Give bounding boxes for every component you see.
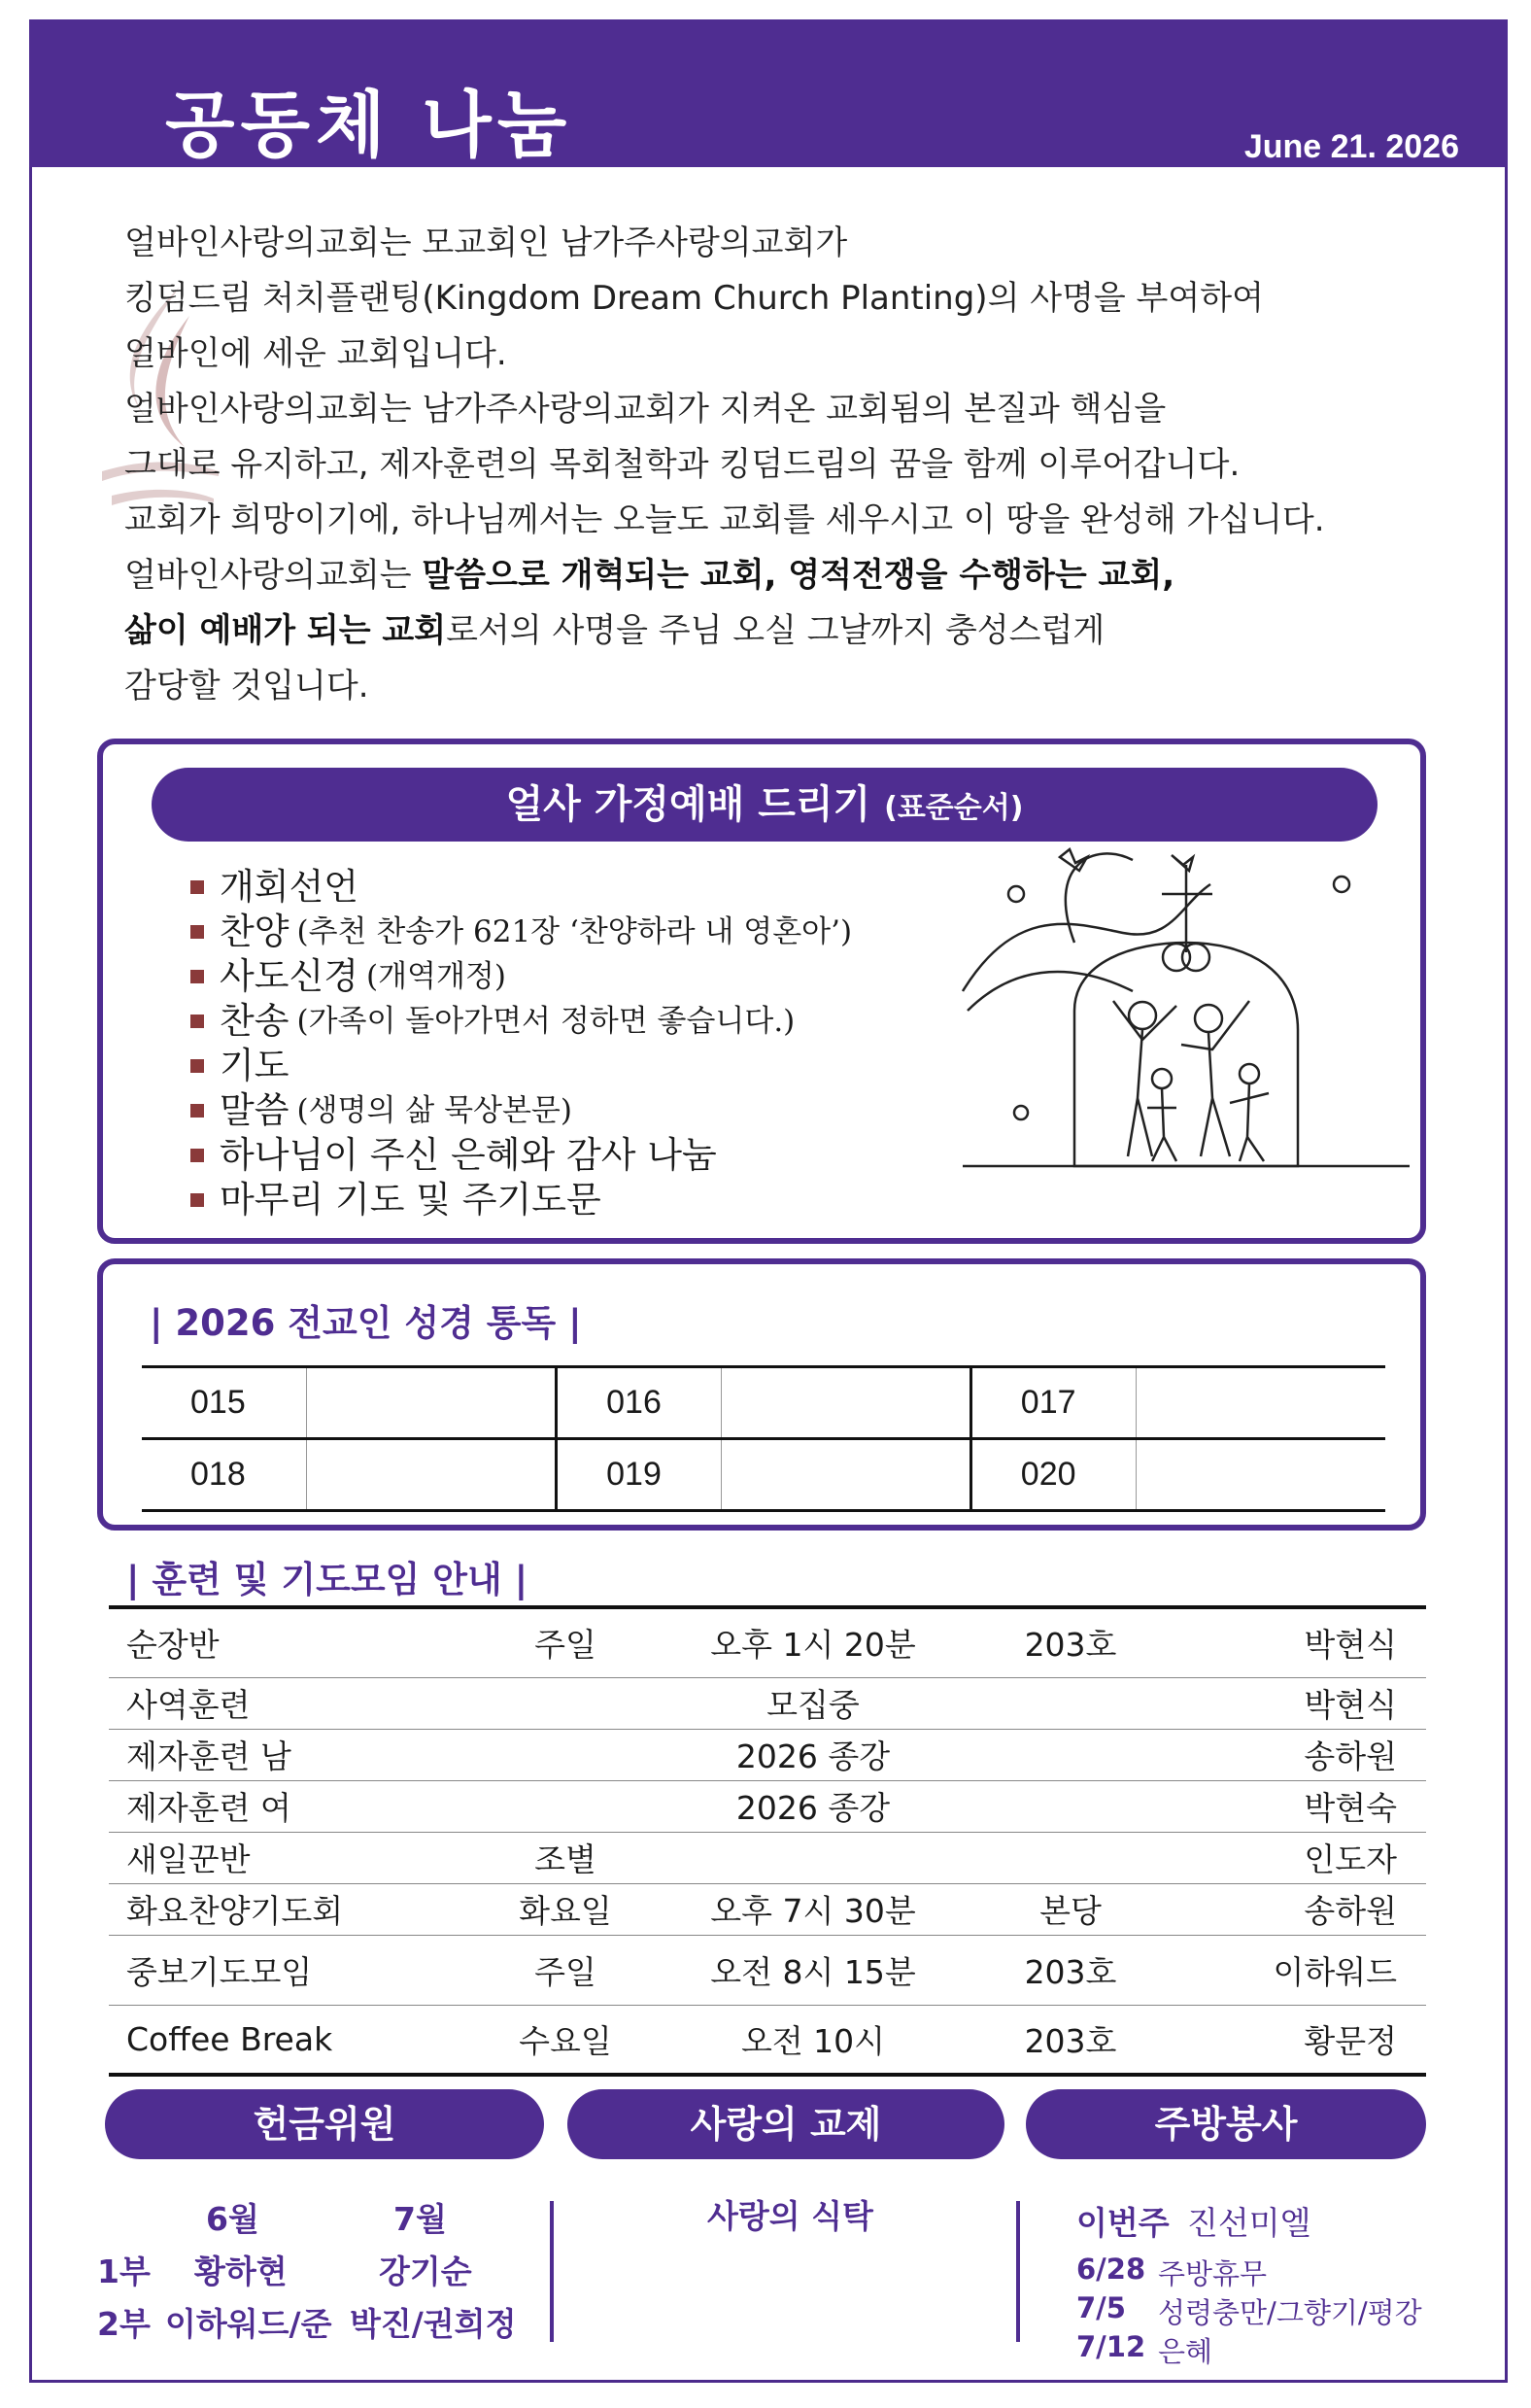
worship-order-note: (가족이 돌아가면서 정하면 좋습니다.): [296, 1004, 796, 1039]
program-room: 203호: [973, 1607, 1168, 1677]
reading-day-number: 020: [970, 1439, 1136, 1511]
column-divider: [550, 2201, 554, 2342]
program-room: [973, 1729, 1168, 1780]
program-name: 새일꾼반: [126, 1840, 251, 1878]
program-time: [653, 1832, 973, 1883]
bible-reading-box: [97, 1258, 1426, 1531]
square-bullet-icon: [190, 1104, 204, 1118]
kitchen-this-week-team: 진선미엘: [1187, 2204, 1311, 2242]
table-row: [109, 1780, 1426, 1832]
program-leader: 송하원: [1304, 1737, 1397, 1775]
worship-order-label: 기도: [220, 1045, 289, 1086]
family-worship-subtitle: (표준순서): [884, 791, 1024, 825]
kitchen-this-week-label: 이번주: [1076, 2204, 1170, 2242]
table-row: [109, 1935, 1426, 2005]
table-row: [109, 1729, 1426, 1780]
reading-day-passage: [1136, 1439, 1385, 1511]
program-leader: 이하워드: [1273, 1952, 1397, 1991]
mission-line: 교회가 희망이기에, 하나님께서는 오늘도 교회를 세우시고 이 땅을 완성해 가십니다.: [124, 500, 1325, 539]
program-room: 203호: [1024, 2021, 1117, 2060]
offering-service-2: 2부: [97, 2305, 151, 2343]
square-bullet-icon: [190, 1149, 204, 1162]
mission-line: 감당할 것입니다.: [124, 667, 369, 705]
mission-line: [124, 548, 1446, 603]
program-leader: 박현숙: [1304, 1789, 1397, 1827]
offering-member: 강기순: [379, 2253, 472, 2290]
table-row: [109, 2005, 1426, 2075]
bulletin-date: June 21. 2026: [1243, 128, 1459, 165]
program-day: 조별: [534, 1840, 596, 1878]
program-name: 제자훈련 남: [126, 1737, 291, 1775]
program-day: 수요일: [519, 2021, 612, 2060]
program-name: 중보기도모임: [126, 1952, 313, 1991]
program-name: 화요찬양기도회: [126, 1892, 344, 1930]
program-day: 주일: [534, 1952, 596, 1991]
kitchen-schedule-team: 성령충만/그향기/평강: [1158, 2296, 1422, 2329]
bible-reading-table: [142, 1365, 1385, 1512]
reading-day-number: 016: [557, 1367, 722, 1439]
worship-order-item: [190, 999, 852, 1044]
training-section-title: | 훈련 및 기도모임 안내 |: [126, 1559, 528, 1600]
offering-service-1: 1부: [97, 2253, 151, 2290]
family-worship-banner: [152, 768, 1378, 842]
reading-day-number: 019: [557, 1439, 722, 1511]
program-room: [973, 1832, 1168, 1883]
reading-day-number: 017: [970, 1367, 1136, 1439]
mission-emphasis: 삶이 예배가 되는 교회: [124, 611, 447, 650]
worship-order-note: (생명의 삶 묵상본문): [296, 1093, 572, 1128]
worship-order-item: [190, 954, 852, 999]
worship-order-label: 사도신경: [220, 955, 358, 997]
worship-order-list: [190, 865, 852, 1222]
square-bullet-icon: [190, 1015, 204, 1028]
program-day: [478, 1677, 653, 1729]
program-leader: 황문정: [1304, 2021, 1397, 2060]
kitchen-schedule-date: 7/5: [1076, 2291, 1126, 2324]
square-bullet-icon: [190, 970, 204, 983]
mission-line: 얼바인사랑의교회는 남가주사랑의교회가 지켜온 교회됨의 본질과 핵심을: [124, 390, 1167, 429]
reading-day-number: 018: [142, 1439, 307, 1511]
program-leader: 인도자: [1304, 1840, 1397, 1878]
square-bullet-icon: [190, 925, 204, 939]
program-time: 모집중: [766, 1686, 860, 1724]
program-day: [478, 1780, 653, 1832]
reading-day-passage: [307, 1367, 557, 1439]
table-row: [109, 1832, 1426, 1883]
mission-line: 그대로 유지하고, 제자훈련의 목회철학과 킹덤드림의 꿈을 함께 이루어갑니다.: [124, 445, 1241, 484]
table-row: [142, 1439, 1385, 1511]
table-row: [142, 1367, 1385, 1439]
column-divider: [1016, 2201, 1020, 2342]
program-room: 203호: [1024, 1952, 1117, 1991]
worship-order-item: [190, 865, 852, 910]
program-name: 순장반: [109, 1607, 478, 1677]
program-time: 2026 종강: [735, 1737, 891, 1775]
worship-order-label: 찬양: [220, 911, 289, 952]
offering-member: 황하현: [194, 2253, 288, 2290]
church-mission-statement: [124, 216, 1446, 714]
square-bullet-icon: [190, 880, 204, 894]
offering-member: 이하워드/준: [165, 2305, 332, 2343]
program-name: Coffee Break: [126, 2019, 333, 2058]
mission-line: 얼바인에 세운 교회입니다.: [124, 334, 507, 373]
family-worship-box: [97, 739, 1426, 1244]
family-church-illustration: [958, 845, 1414, 1195]
program-time: 오후 1시 20분: [653, 1607, 973, 1677]
program-time: 2026 종강: [735, 1789, 891, 1827]
program-leader: 박현식: [1304, 1686, 1397, 1724]
reading-day-passage: [722, 1367, 971, 1439]
mission-emphasis: 말씀으로 개혁되는 교회, 영적전쟁을 수행하는 교회,: [422, 556, 1175, 595]
mission-text: 얼바인사랑의교회는: [124, 556, 423, 595]
offering-team-banner: 헌금위원: [105, 2089, 544, 2159]
kitchen-service-banner: 주방봉사: [1026, 2089, 1426, 2159]
table-row: [109, 1883, 1426, 1935]
training-schedule-table: [109, 1605, 1426, 2077]
header-bar: [29, 19, 1508, 167]
fellowship-banner: 사랑의 교제: [567, 2089, 1004, 2159]
table-row: [109, 1677, 1426, 1729]
program-day: [478, 1729, 653, 1780]
square-bullet-icon: [190, 1059, 204, 1073]
mission-line: 킹덤드림 처치플랜팅(Kingdom Dream Church Planting)의 사명을 부여하여: [124, 279, 1264, 318]
program-room: [973, 1677, 1168, 1729]
kitchen-schedule-date: 6/28: [1076, 2253, 1146, 2286]
worship-order-item: [190, 910, 852, 954]
worship-order-label: 하나님이 주신 은혜와 감사 나눔: [220, 1134, 717, 1176]
worship-order-item: [190, 1178, 852, 1222]
program-time: 오전 8시 15분: [710, 1952, 916, 1991]
mission-line: [124, 603, 1446, 659]
square-bullet-icon: [190, 1193, 204, 1207]
mission-line: 얼바인사랑의교회는 모교회인 남가주사랑의교회가: [124, 224, 848, 262]
fellowship-item: 사랑의 식탁: [707, 2197, 873, 2235]
worship-order-label: 마무리 기도 및 주기도문: [220, 1179, 601, 1221]
bible-reading-title: | 2026 전교인 성경 통독 |: [150, 1302, 582, 1344]
offering-month-july: 7월: [393, 2200, 447, 2238]
kitchen-schedule-team: 주방휴무: [1158, 2257, 1268, 2290]
family-worship-title: 얼사 가정예배 드리기: [505, 782, 871, 827]
program-leader: 송하원: [1304, 1892, 1397, 1930]
worship-order-label: 말씀: [220, 1089, 289, 1131]
worship-order-label: 개회선언: [220, 866, 358, 908]
mission-text: 로서의 사명을 주님 오실 그날까지 충성스럽게: [446, 611, 1106, 650]
worship-order-label: 찬송: [220, 1000, 289, 1042]
reading-day-number: 015: [142, 1367, 307, 1439]
reading-day-passage: [307, 1439, 557, 1511]
page-title: 공동체 나눔: [165, 84, 573, 167]
worship-order-item: [190, 1088, 852, 1133]
offering-member: 박진/권희정: [350, 2305, 517, 2343]
worship-order-item: [190, 1044, 852, 1088]
program-day: 화요일: [519, 1892, 612, 1930]
kitchen-schedule-date: 7/12: [1076, 2330, 1146, 2363]
program-day: 주일: [478, 1607, 653, 1677]
program-leader: 박현식: [1168, 1607, 1426, 1677]
program-name: 제자훈련 여: [126, 1789, 291, 1827]
program-room: [973, 1780, 1168, 1832]
table-row: [109, 1607, 1426, 1677]
kitchen-schedule-team: 은혜: [1158, 2335, 1213, 2368]
worship-order-note: (추천 찬송가 621장 ‘찬양하라 내 영혼아’): [296, 914, 853, 949]
reading-day-passage: [722, 1439, 971, 1511]
program-name: 사역훈련: [126, 1686, 251, 1724]
reading-day-passage: [1136, 1367, 1385, 1439]
program-time: 오전 10시: [740, 2021, 886, 2060]
program-time: 오후 7시 30분: [710, 1892, 916, 1930]
offering-month-june: 6월: [206, 2200, 259, 2238]
worship-order-item: [190, 1133, 852, 1178]
program-room: 본당: [1039, 1892, 1102, 1930]
worship-order-note: (개역개정): [365, 959, 506, 994]
